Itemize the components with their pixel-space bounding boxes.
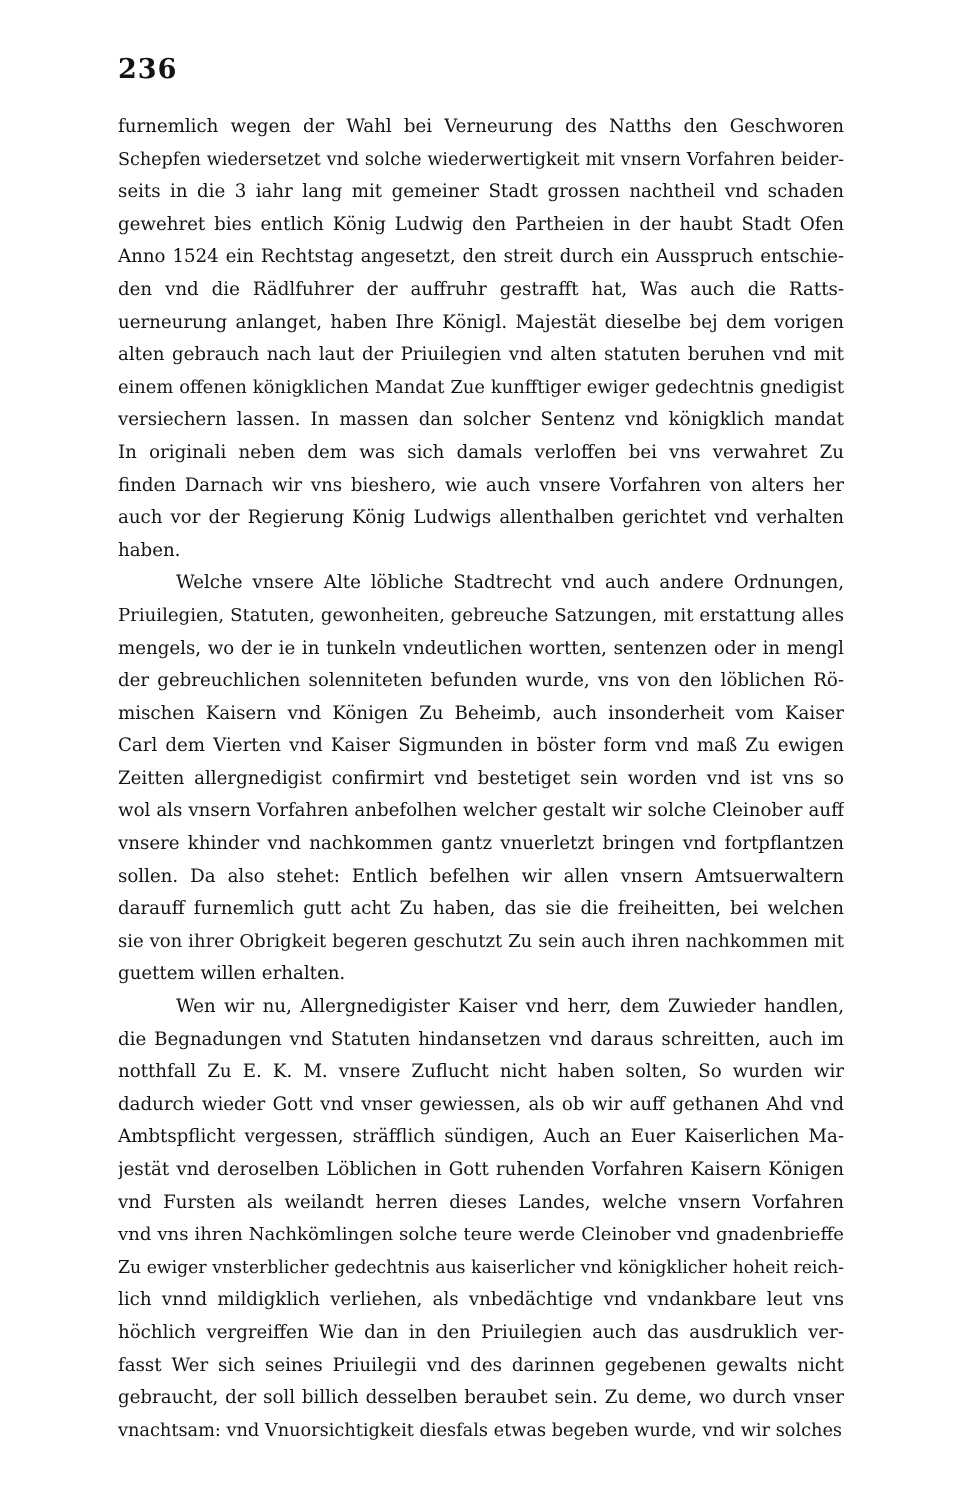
text-line: finden Darnach wir vns bieshero, wie auch vnsere Vorfahren von alters her: [118, 474, 844, 496]
text-line: gebraucht, der soll billich desselben beraubet sein. Zu deme, wo durch vnser: [118, 1387, 844, 1409]
text-line: Priuilegien, Statuten, gewonheiten, gebreuche Satzungen, mit erstattung alles: [118, 604, 844, 626]
text-line: mengels, wo der ie in tunkeln vndeutlichen wortten, sentenzen oder in mengl: [118, 637, 844, 659]
text-line: Ambtspflicht vergessen, sträfflich sündigen, Auch an Euer Kaiserlichen Ma-: [118, 1126, 844, 1148]
text-line: wol als vnsern Vorfahren anbefolhen welcher gestalt wir solche Cleinober auff: [118, 800, 844, 822]
text-line: Schepfen wiedersetzet vnd solche wiederwertigkeit mit vnsern Vorfahren beider-: [118, 149, 844, 170]
text-line: vnd Fursten als weilandt herren dieses Landes, welche vnsern Vorfahren: [118, 1191, 844, 1213]
text-line: Carl dem Vierten vnd Kaiser Sigmunden in böster form vnd maß Zu ewigen: [118, 735, 844, 757]
text-line: In originali neben dem was sich damals verloffen bei vns verwahret Zu: [118, 441, 844, 463]
page-number: 236: [118, 54, 178, 85]
text-line: haben.: [118, 539, 181, 561]
text-line: seits in die 3 iahr lang mit gemeiner Stadt grossen nachtheil vnd schaden: [118, 181, 844, 203]
text-line: vnachtsam: vnd Vnuorsichtigkeit diesfals etwas begeben wurde, vnd wir solches: [118, 1420, 843, 1441]
text-line: lich vnnd mildigklich verliehen, als vnbedächtige vnd vndankbare leut vns: [118, 1289, 844, 1311]
text-line: Zu ewiger vnsterblicher gedechtnis aus kaiserlicher vnd königklicher hoheit reich-: [118, 1257, 844, 1278]
text-line: Anno 1524 ein Rechtstag angesetzt, den streit durch ein Ausspruch entschie-: [118, 246, 844, 268]
text-line: höchlich vergreiffen Wie dan in den Priuilegien auch das ausdruklich ver-: [118, 1321, 844, 1343]
text-line: guettem willen erhalten.: [118, 963, 346, 985]
paragraph: [118, 991, 844, 1447]
text-line: mischen Kaisern vnd Königen Zu Beheimb, auch insonderheit vom Kaiser: [118, 702, 844, 724]
text-line: die Begnadungen vnd Statuten hindansetzen vnd daraus schreitten, auch im: [118, 1028, 844, 1050]
text-line: jestät vnd deroselben Löblichen in Gott ruhenden Vorfahren Kaisern Königen: [118, 1159, 844, 1180]
text-line: vnsere khinder vnd nachkommen gantz vnuerletzt bringen vnd fortpflantzen: [118, 833, 844, 855]
text-line: alten gebrauch nach laut der Priuilegien vnd alten statuten beruhen vnd mit: [118, 344, 844, 366]
text-line: einem offenen königklichen Mandat Zue kunfftiger ewiger gedechtnis gnedigist: [118, 376, 844, 398]
paragraph: [118, 111, 844, 567]
text-line: darauff furnemlich gutt acht Zu haben, das sie die freiheitten, bei welchen: [118, 898, 844, 920]
text-line: Welche vnsere Alte löbliche Stadtrecht vnd auch andere Ordnungen,: [176, 572, 844, 594]
text-line: sie von ihrer Obrigkeit begeren geschutzt Zu sein auch ihren nachkommen mit: [118, 930, 844, 952]
text-line: uerneurung anlanget, haben Ihre Königl. Majestät dieselbe bej dem vorigen: [118, 311, 844, 333]
body-text: [118, 111, 844, 1447]
paragraph: [118, 567, 844, 991]
text-line: Wen wir nu, Allergnedigister Kaiser vnd herr, dem Zuwieder handlen,: [176, 996, 844, 1018]
text-line: versiechern lassen. In massen dan solcher Sentenz vnd königklich mandat: [118, 409, 844, 431]
text-line: furnemlich wegen der Wahl bei Verneurung des Natths den Geschworen: [118, 116, 844, 137]
text-line: auch vor der Regierung König Ludwigs allenthalben gerichtet vnd verhalten: [118, 507, 844, 529]
text-line: notthfall Zu E. K. M. vnsere Zuflucht nicht haben solten, So wurden wir: [118, 1061, 844, 1083]
text-line: Zeitten allergnedigist confirmirt vnd bestetiget sein worden vnd ist vns so: [118, 767, 844, 789]
text-line: sollen. Da also stehet: Entlich befelhen wir allen vnsern Amtsuerwaltern: [118, 865, 844, 887]
text-line: gewehret bies entlich König Ludwig den Partheien in der haubt Stadt Ofen: [118, 213, 844, 235]
text-line: den vnd die Rädlfuhrer der auffruhr gestrafft hat, Was auch die Ratts-: [118, 278, 844, 300]
text-line: dadurch wieder Gott vnd vnser gewiessen, als ob wir auff gethanen Ahd vnd: [118, 1093, 844, 1115]
text-line: der gebreuchlichen solenniteten befunden wurde, vns von den löblichen Rö-: [118, 670, 844, 692]
text-line: fasst Wer sich seines Priuilegii vnd des darinnen gegebenen gewalts nicht: [118, 1354, 844, 1376]
text-line: vnd vns ihren Nachkömlingen solche teure werde Cleinober vnd gnadenbrieffe: [118, 1224, 844, 1246]
